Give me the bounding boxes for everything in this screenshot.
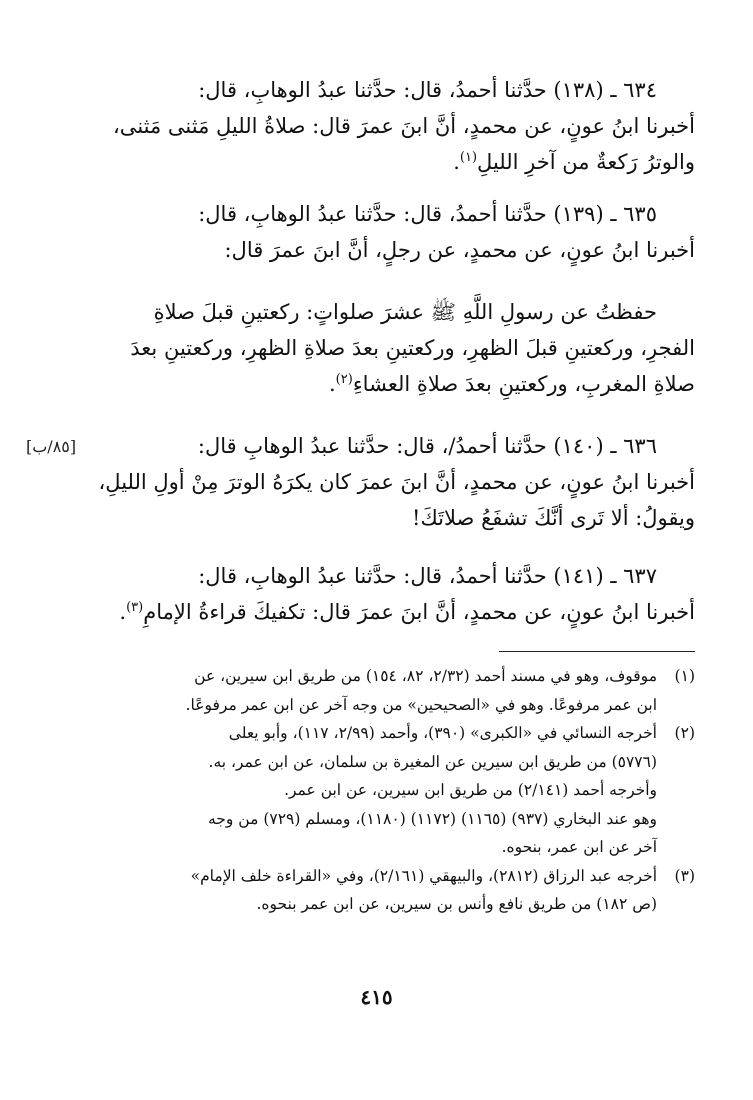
footnote-line: أخرجه النسائي في «الكبرى» (٣٩٠)، وأحمد (٢/٩٩، ١١٧)، وأبو يعلى [228, 724, 657, 742]
hadith-line: أخبرنا ابنُ عونٍ، عن محمدٍ، أنَّ ابنَ عمرَ قال: صلاةُ الليلِ مَثنى مَثنى، [113, 114, 695, 138]
hadith-line: ٦٣٤ ـ (١٣٨) حدَّثنا أحمدُ، قال: حدَّثنا عبدُ الوهابِ، قال: [198, 78, 657, 102]
footnote-line: ابن عمر مرفوعًا. وهو في «الصحيحين» من وجه آخر عن ابن عمر مرفوعًا. [185, 695, 657, 714]
hadith-line: ويقولُ: ألا تَرى أنَّكَ تشفَعُ صلاتَكَ! [412, 506, 695, 530]
page-number: ٤١٥ [360, 985, 393, 1009]
footnote-ref[interactable]: (٢) [335, 372, 353, 387]
hadith-line: أخبرنا ابنُ عونٍ، عن محمدٍ، أنَّ ابنَ عمرَ كان يكرَهُ الوترَ مِنْ أولِ الليلِ، [98, 470, 695, 494]
footnote-separator [499, 651, 695, 652]
hadith-635 [63, 196, 695, 268]
hadith-636 [63, 428, 695, 536]
hadith-line: أخبرنا ابنُ عونٍ، عن محمدٍ، عن رجلٍ، أنَّ ابنَ عمرَ قال: [224, 238, 695, 262]
hadith-635-quote [63, 294, 695, 402]
hadith-line: الفجرِ، وركعتينِ قبلَ الظهرِ، وركعتينِ بعدَ صلاةِ الظهرِ، وركعتينِ بعدَ [130, 336, 695, 360]
footnote-2 [63, 719, 695, 862]
footnote-1 [63, 662, 695, 719]
footnote-3 [63, 862, 695, 919]
hadith-634 [63, 72, 695, 180]
footnote-ref[interactable]: (٣) [126, 600, 144, 615]
hadith-line: صلاةِ المغربِ، وركعتينِ بعدَ صلاةِ العشاءِ$^{(٢)}$. [328, 372, 695, 396]
footnotes [63, 662, 695, 919]
footnote-line: وهو عند البخاري (٩٣٧) (١١٦٥) (١١٧٢) (١١٨٠)، ومسلم (٧٢٩) من وجه [207, 809, 657, 828]
hadith-line: أخبرنا ابنُ عونٍ، عن محمدٍ، أنَّ ابنَ عمرَ قال: تكفيكَ قراءةُ الإمامِ$^{(٣)}$. [119, 600, 695, 624]
footnote-ref[interactable]: (١) [459, 150, 478, 165]
manuscript-folio-note: [٨٥/ب] [26, 437, 77, 456]
footnote-line: أخرجه عبد الرزاق (٢٨١٢)، والبيهقي (٢/١٦١)، وفي «القراءة خلف الإمام» [190, 866, 657, 885]
hadith-line: ٦٣٦ ـ (١٤٠) حدَّثنا أحمدُ/، قال: حدَّثنا عبدُ الوهابِ قال: [197, 434, 657, 458]
footnote-number: (٣) [674, 866, 695, 885]
hadith-637 [63, 558, 695, 630]
hadith-line: حفظتُ عن رسولِ اللَّهِ ﷺ عشرَ صلواتٍ: ركعتينِ قبلَ صلاةِ [153, 300, 657, 324]
footnote-number: (٢) [674, 724, 695, 742]
footnote-line: موقوف، وهو في مسند أحمد (٢/٣٢، ٨٢، ١٥٤) من طريق ابن سيرين، عن [194, 667, 657, 685]
footnote-number: (١) [674, 667, 695, 685]
footnote-line: وأخرجه أحمد (٢/١٤١) من طريق ابن سيرين، عن ابن عمر. [284, 781, 657, 799]
hadith-line: والوترُ رَكعةٌ من آخرِ الليلِ$^{(١)}$. [453, 150, 695, 174]
footnote-line: (٥٧٧٦) من طريق ابن سيرين عن المغيرة بن سلمان، عن ابن عمر، به. [208, 752, 657, 771]
hadith-line: ٦٣٥ ـ (١٣٩) حدَّثنا أحمدُ، قال: حدَّثنا عبدُ الوهابِ، قال: [198, 202, 657, 226]
footnote-line: آخر عن ابن عمر، بنحوه. [501, 838, 657, 856]
footnote-line: (ص ١٨٢) من طريق نافع وأنس بن سيرين، عن ابن عمر بنحوه. [256, 895, 657, 913]
hadith-line: ٦٣٧ ـ (١٤١) حدَّثنا أحمدُ، قال: حدَّثنا عبدُ الوهابِ، قال: [198, 564, 657, 588]
